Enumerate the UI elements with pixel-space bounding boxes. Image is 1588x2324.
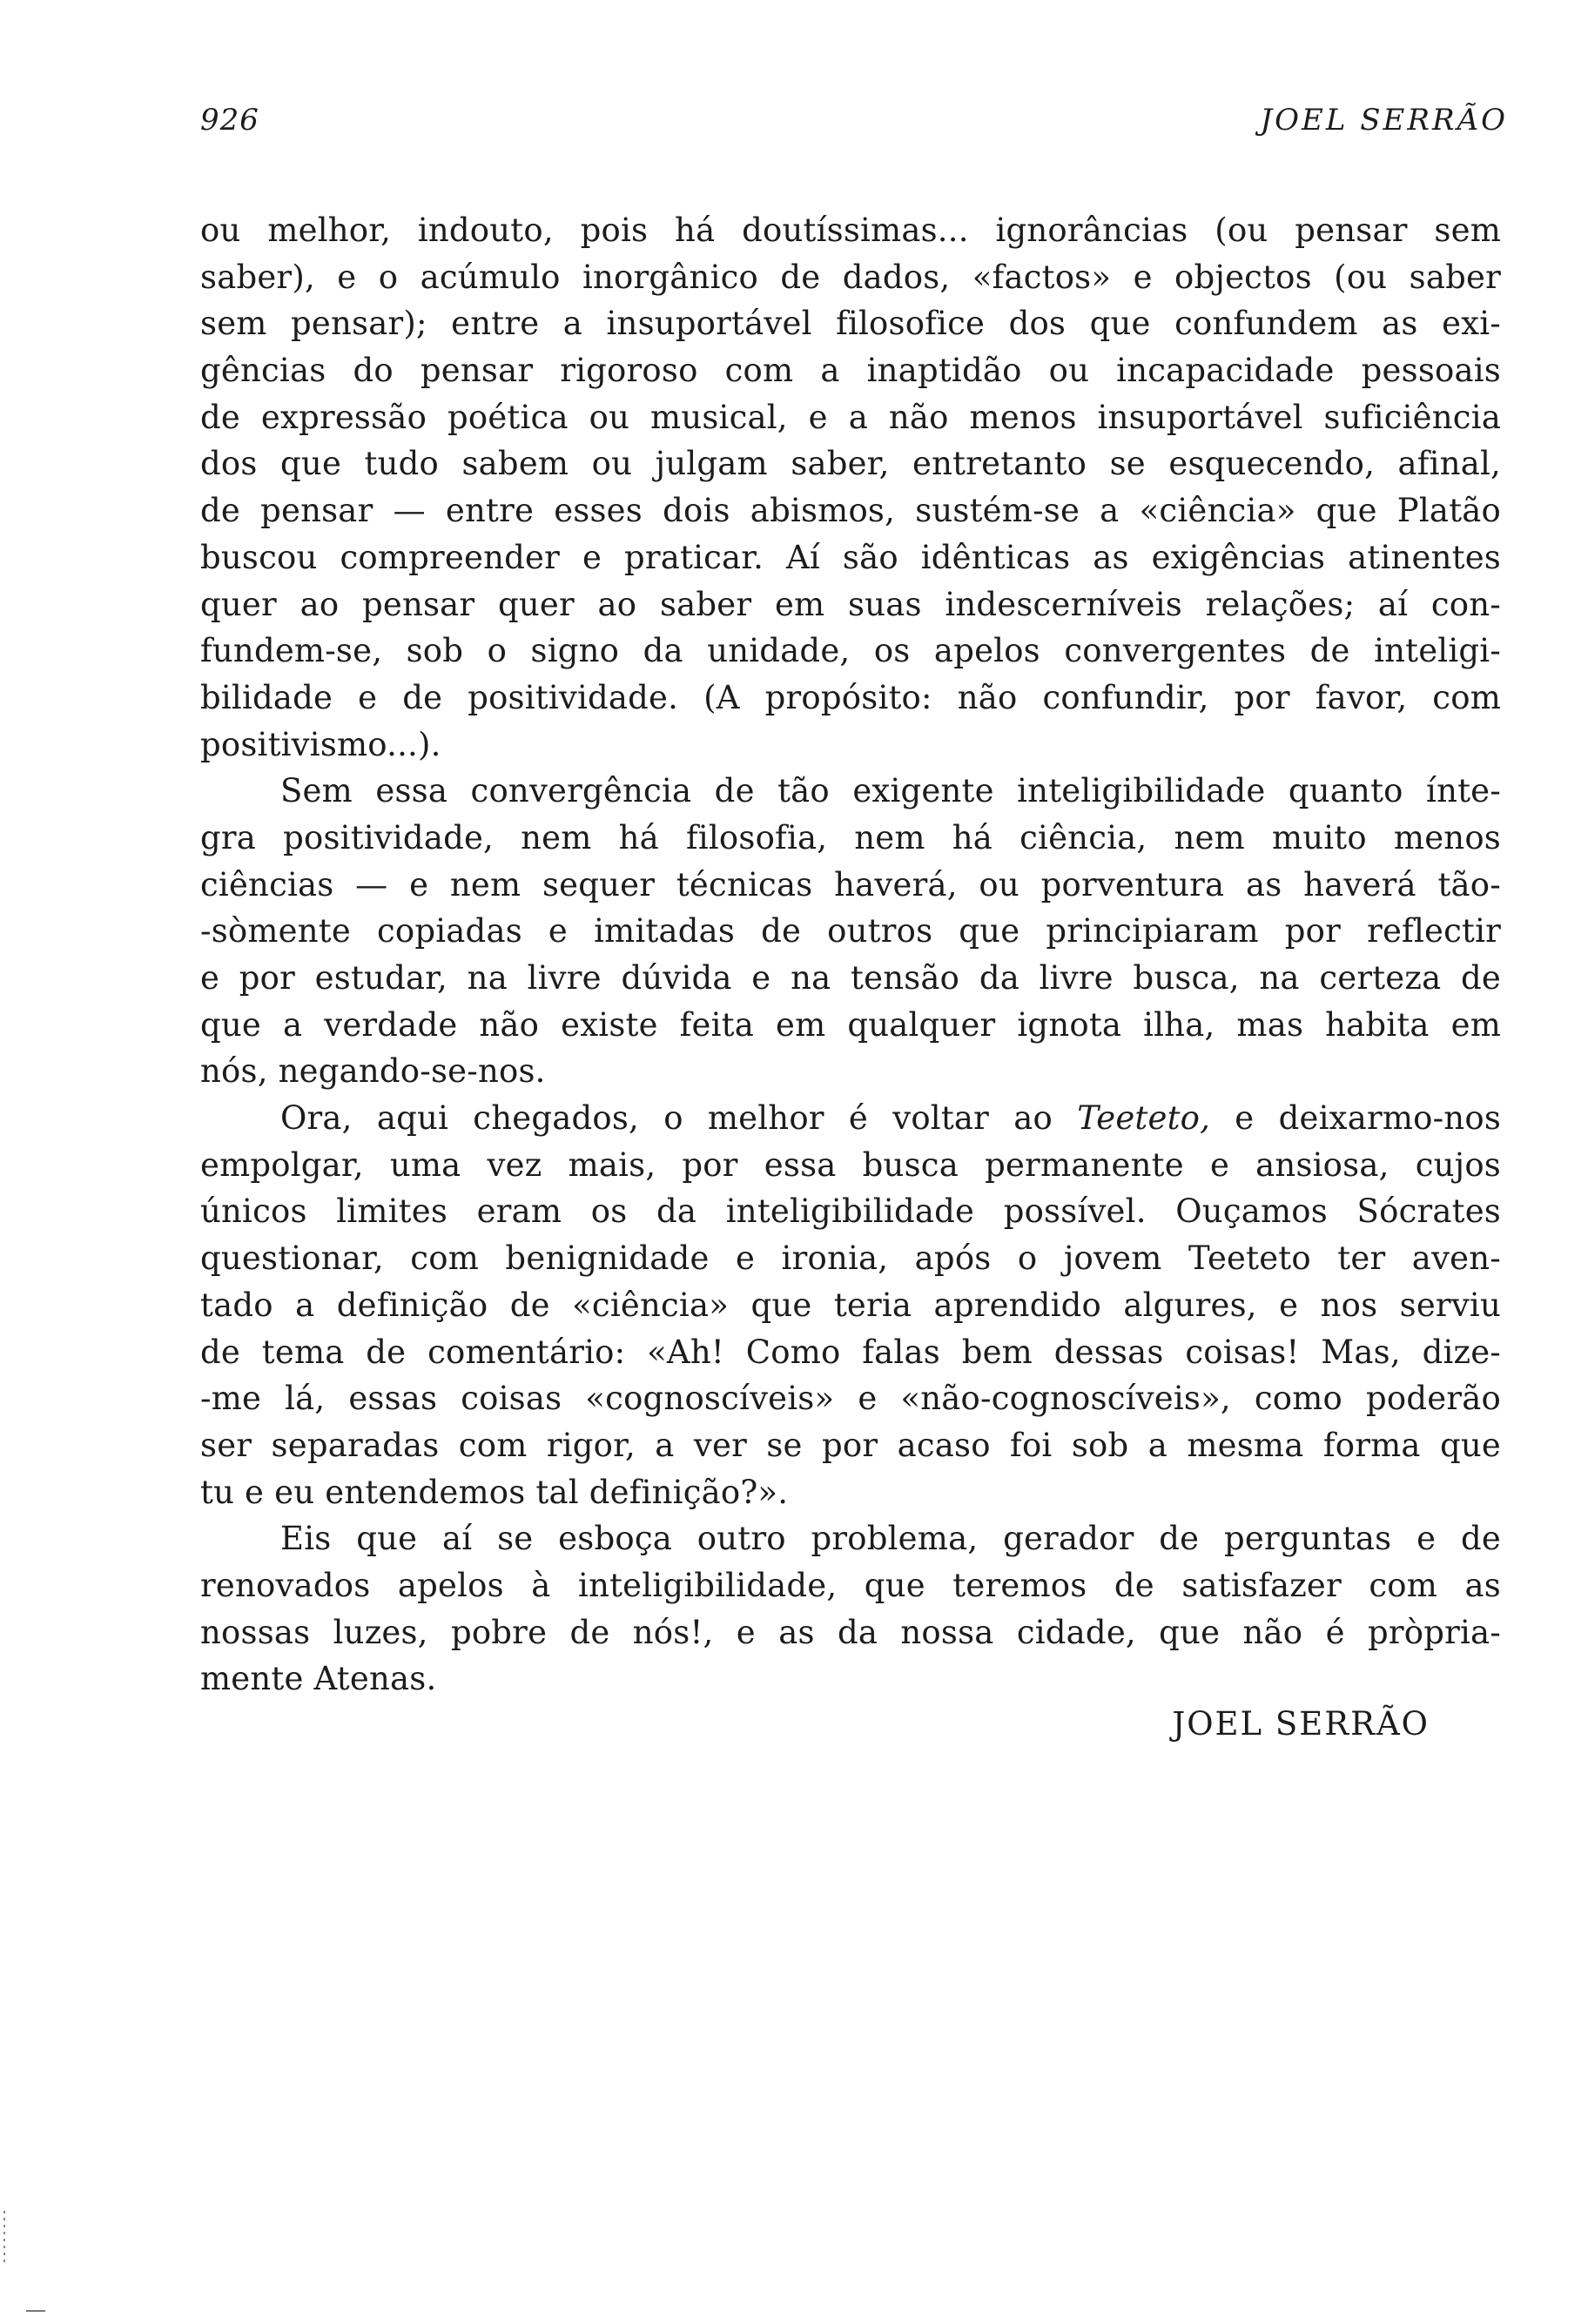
- text-line: -me lá, essas coisas «cognoscíveis» e «não-cognoscíveis», como poderão: [200, 1380, 1501, 1418]
- text-line: buscou compreender e praticar. Aí são idênticas as exigências atinentes: [200, 538, 1501, 576]
- work-title: Teeteto,: [1077, 1099, 1211, 1138]
- text-line: fundem-se, sob o signo da unidade, os apelos convergentes de inteligi-: [200, 632, 1501, 670]
- text-line: renovados apelos à inteligibilidade, que teremos de satisfazer com as: [200, 1566, 1501, 1604]
- text-line: que a verdade não existe feita em qualquer ignota ilha, mas habita em: [200, 1005, 1501, 1044]
- paragraph: [200, 1095, 1501, 1515]
- running-head: JOEL SERRÃO: [1260, 103, 1508, 138]
- text-line: quer ao pensar quer ao saber em suas indescerníveis relações; aí con-: [200, 585, 1501, 623]
- text-line: nós, negando-se-nos.: [200, 1052, 546, 1091]
- text-segment: Ora, aqui chegados, o melhor é voltar ao: [280, 1099, 1078, 1138]
- text-line: tu e eu entendemos tal definição?».: [200, 1473, 789, 1511]
- text-line: bilidade e de positividade. (A propósito: não confundir, por favor, com: [200, 678, 1501, 716]
- text-line: mente Atenas.: [200, 1660, 437, 1698]
- text-line: -sòmente copiadas e imitadas de outros que principiaram por reflectir: [200, 912, 1501, 950]
- text-line: de tema de comentário: «Ah! Como falas bem dessas coisas! Mas, dize-: [200, 1333, 1501, 1371]
- text-line: questionar, com benignidade e ironia, após o jovem Teeteto ter aven-: [200, 1239, 1501, 1278]
- text-segment: e deixarmo-nos: [1210, 1099, 1502, 1138]
- text-line: ou melhor, indouto, pois há doutíssimas... ignorâncias (ou pensar sem: [200, 212, 1501, 249]
- text-line: Sem essa convergência de tão exigente inteligibilidade quanto ínte-: [280, 772, 1501, 810]
- paragraph: [200, 768, 1501, 1095]
- text-line: Eis que aí se esboça outro problema, gerador de perguntas e de: [280, 1520, 1501, 1558]
- page-number: 926: [200, 103, 259, 138]
- paragraph: [200, 1515, 1501, 1703]
- scan-edge-mark: [26, 2310, 45, 2312]
- text-line: sem pensar); entre a insuportável filosofice dos que confundem as exi-: [200, 305, 1501, 343]
- text-line: ciências — e nem sequer técnicas haverá, ou porventura as haverá tão-: [200, 865, 1501, 903]
- text-line: gra positividade, nem há filosofia, nem há ciência, nem muito menos: [200, 818, 1501, 856]
- text-line: únicos limites eram os da inteligibilidade possível. Ouçamos Sócrates: [200, 1192, 1501, 1231]
- text-line: dos que tudo sabem ou julgam saber, entretanto se esquecendo, afinal,: [200, 445, 1501, 483]
- text-line: e por estudar, na livre dúvida e na tensão da livre busca, na certeza de: [200, 959, 1501, 997]
- author-signature: JOEL SERRÃO: [1172, 1705, 1430, 1743]
- text-line: gências do pensar rigoroso com a inaptidão ou incapacidade pessoais: [200, 352, 1501, 390]
- text-line: saber), e o acúmulo inorgânico de dados, «factos» e objectos (ou saber: [200, 258, 1501, 296]
- text-line: [200, 1095, 1501, 1142]
- paragraph: [200, 207, 1501, 768]
- text-line: tado a definição de «ciência» que teria aprendido algures, e nos serviu: [200, 1286, 1501, 1324]
- text-line: nossas luzes, pobre de nós!, e as da nossa cidade, que não é pròpria-: [200, 1613, 1501, 1651]
- text-line: positivismo...).: [200, 725, 441, 763]
- text-line: empolgar, uma vez mais, por essa busca permanente e ansiosa, cujos: [200, 1145, 1501, 1184]
- text-line: ser separadas com rigor, a ver se por acaso foi sob a mesma forma que: [200, 1426, 1501, 1464]
- text-line: de expressão poética ou musical, e a não menos insuportável suficiência: [200, 398, 1501, 436]
- scan-margin-mark: [3, 2211, 5, 2263]
- text-line: de pensar — entre esses dois abismos, sustém-se a «ciência» que Platão: [200, 492, 1501, 530]
- body-text: [200, 207, 1501, 1703]
